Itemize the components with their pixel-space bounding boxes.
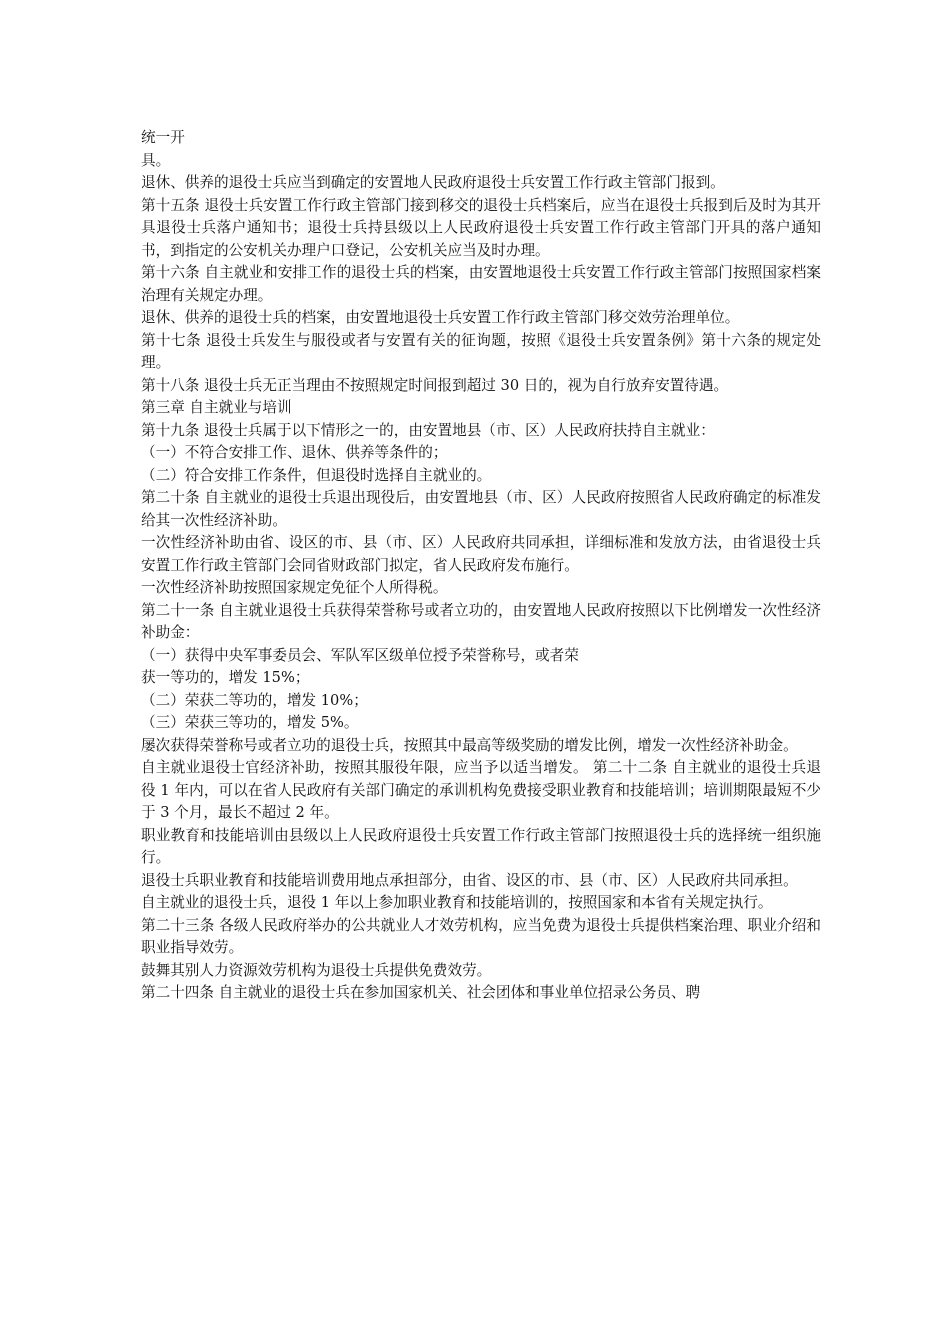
article-15-paragraph: 第十五条 退役士兵安置工作行政主管部门接到移交的退役士兵档案后，应当在退役士兵报到后及时为其开具退役士兵落户通知书；退役士兵持县级以上人民政府退役士兵安置工作行政主管部门开具的落户通知书，到指定的公安机关办理户口登记，公安机关应当及时办理。 <box>141 196 821 259</box>
article-23-paragraph: 第二十三条 各级人民政府举办的公共就业人才效劳机构，应当免费为退役士兵提供档案治理、职业介绍和职业指导效劳。 <box>141 916 821 956</box>
article-22-paragraph: 自主就业退役士官经济补助，按照其服役年限，应当予以适当增发。 第二十二条 自主就业的退役士兵退役 1 年内，可以在省人民政府有关部门确定的承训机构免费接受职业教育和技能培训；培训期限最短不少于 3 个月，最长不超过 2 年。 <box>141 759 821 821</box>
paragraph: 获一等功的，增发 15%； <box>141 669 310 686</box>
paragraph: 退休、供养的退役士兵的档案，由安置地退役士兵安置工作行政主管部门移交效劳治理单位。 <box>141 309 740 326</box>
paragraph: 退役士兵职业教育和技能培训费用地点承担部分，由省、设区的市、县（市、区）人民政府共同承担。 <box>141 871 798 889</box>
list-item: （一）获得中央军事委员会、军队军区级单位授予荣誉称号，或者荣 <box>141 646 579 664</box>
article-20-paragraph: 第二十条 自主就业的退役士兵退出现役后，由安置地县（市、区）人民政府按照省人民政府确定的标准发给其一次性经济补助。 <box>141 489 821 529</box>
paragraph: 屡次获得荣誉称号或者立功的退役士兵，按照其中最高等级奖励的增发比例，增发一次性经济补助金。 <box>141 736 798 754</box>
list-item: （二）荣获二等功的，增发 10%； <box>141 691 368 709</box>
paragraph: 一次性经济补助按照国家规定免征个人所得税。 <box>141 579 448 596</box>
list-item: （三）荣获三等功的，增发 5%。 <box>141 714 359 731</box>
paragraph: 自主就业的退役士兵，退役 1 年以上参加职业教育和技能培训的，按照国家和本省有关规定执行。 <box>141 894 773 911</box>
article-16-paragraph: 第十六条 自主就业和安排工作的退役士兵的档案，由安置地退役士兵安置工作行政主管部门按照国家档案治理有关规定办理。 <box>141 264 821 304</box>
list-item: （二）符合安排工作条件，但退役时选择自主就业的。 <box>141 466 492 484</box>
paragraph: 鼓舞其别人力资源效劳机构为退役士兵提供免费效劳。 <box>141 961 492 979</box>
paragraph: 具。 <box>141 151 171 169</box>
paragraph: 退休、供养的退役士兵应当到确定的安置地人民政府退役士兵安置工作行政主管部门报到。 <box>141 174 725 191</box>
article-24-paragraph: 第二十四条 自主就业的退役士兵在参加国家机关、社会团体和事业单位招录公务员、聘 <box>141 984 701 1001</box>
article-21-paragraph: 第二十一条 自主就业退役士兵获得荣誉称号或者立功的，由安置地人民政府按照以下比例增发一次性经济补助金： <box>141 601 821 641</box>
paragraph: 职业教育和技能培训由县级以上人民政府退役士兵安置工作行政主管部门按照退役士兵的选择统一组织施行。 <box>141 826 821 866</box>
paragraph: 统一开 <box>141 129 185 146</box>
document-body <box>141 127 821 1005</box>
article-19-paragraph: 第十九条 退役士兵属于以下情形之一的，由安置地县（市、区）人民政府扶持自主就业： <box>141 421 715 439</box>
list-item: （一）不符合安排工作、退休、供养等条件的； <box>141 444 448 461</box>
article-17-paragraph: 第十七条 退役士兵发生与服役或者与安置有关的征询题，按照《退役士兵安置条例》第十六条的规定处理。 <box>141 331 821 371</box>
article-18-paragraph: 第十八条 退役士兵无正当理由不按照规定时间报到超过 30 日的，视为自行放弃安置待遇。 <box>141 376 729 394</box>
paragraph: 一次性经济补助由省、设区的市、县（市、区）人民政府共同承担，详细标准和发放方法，由省退役士兵安置工作行政主管部门会同省财政部门拟定，省人民政府发布施行。 <box>141 534 821 574</box>
chapter-3-heading: 第三章 自主就业与培训 <box>141 399 292 416</box>
